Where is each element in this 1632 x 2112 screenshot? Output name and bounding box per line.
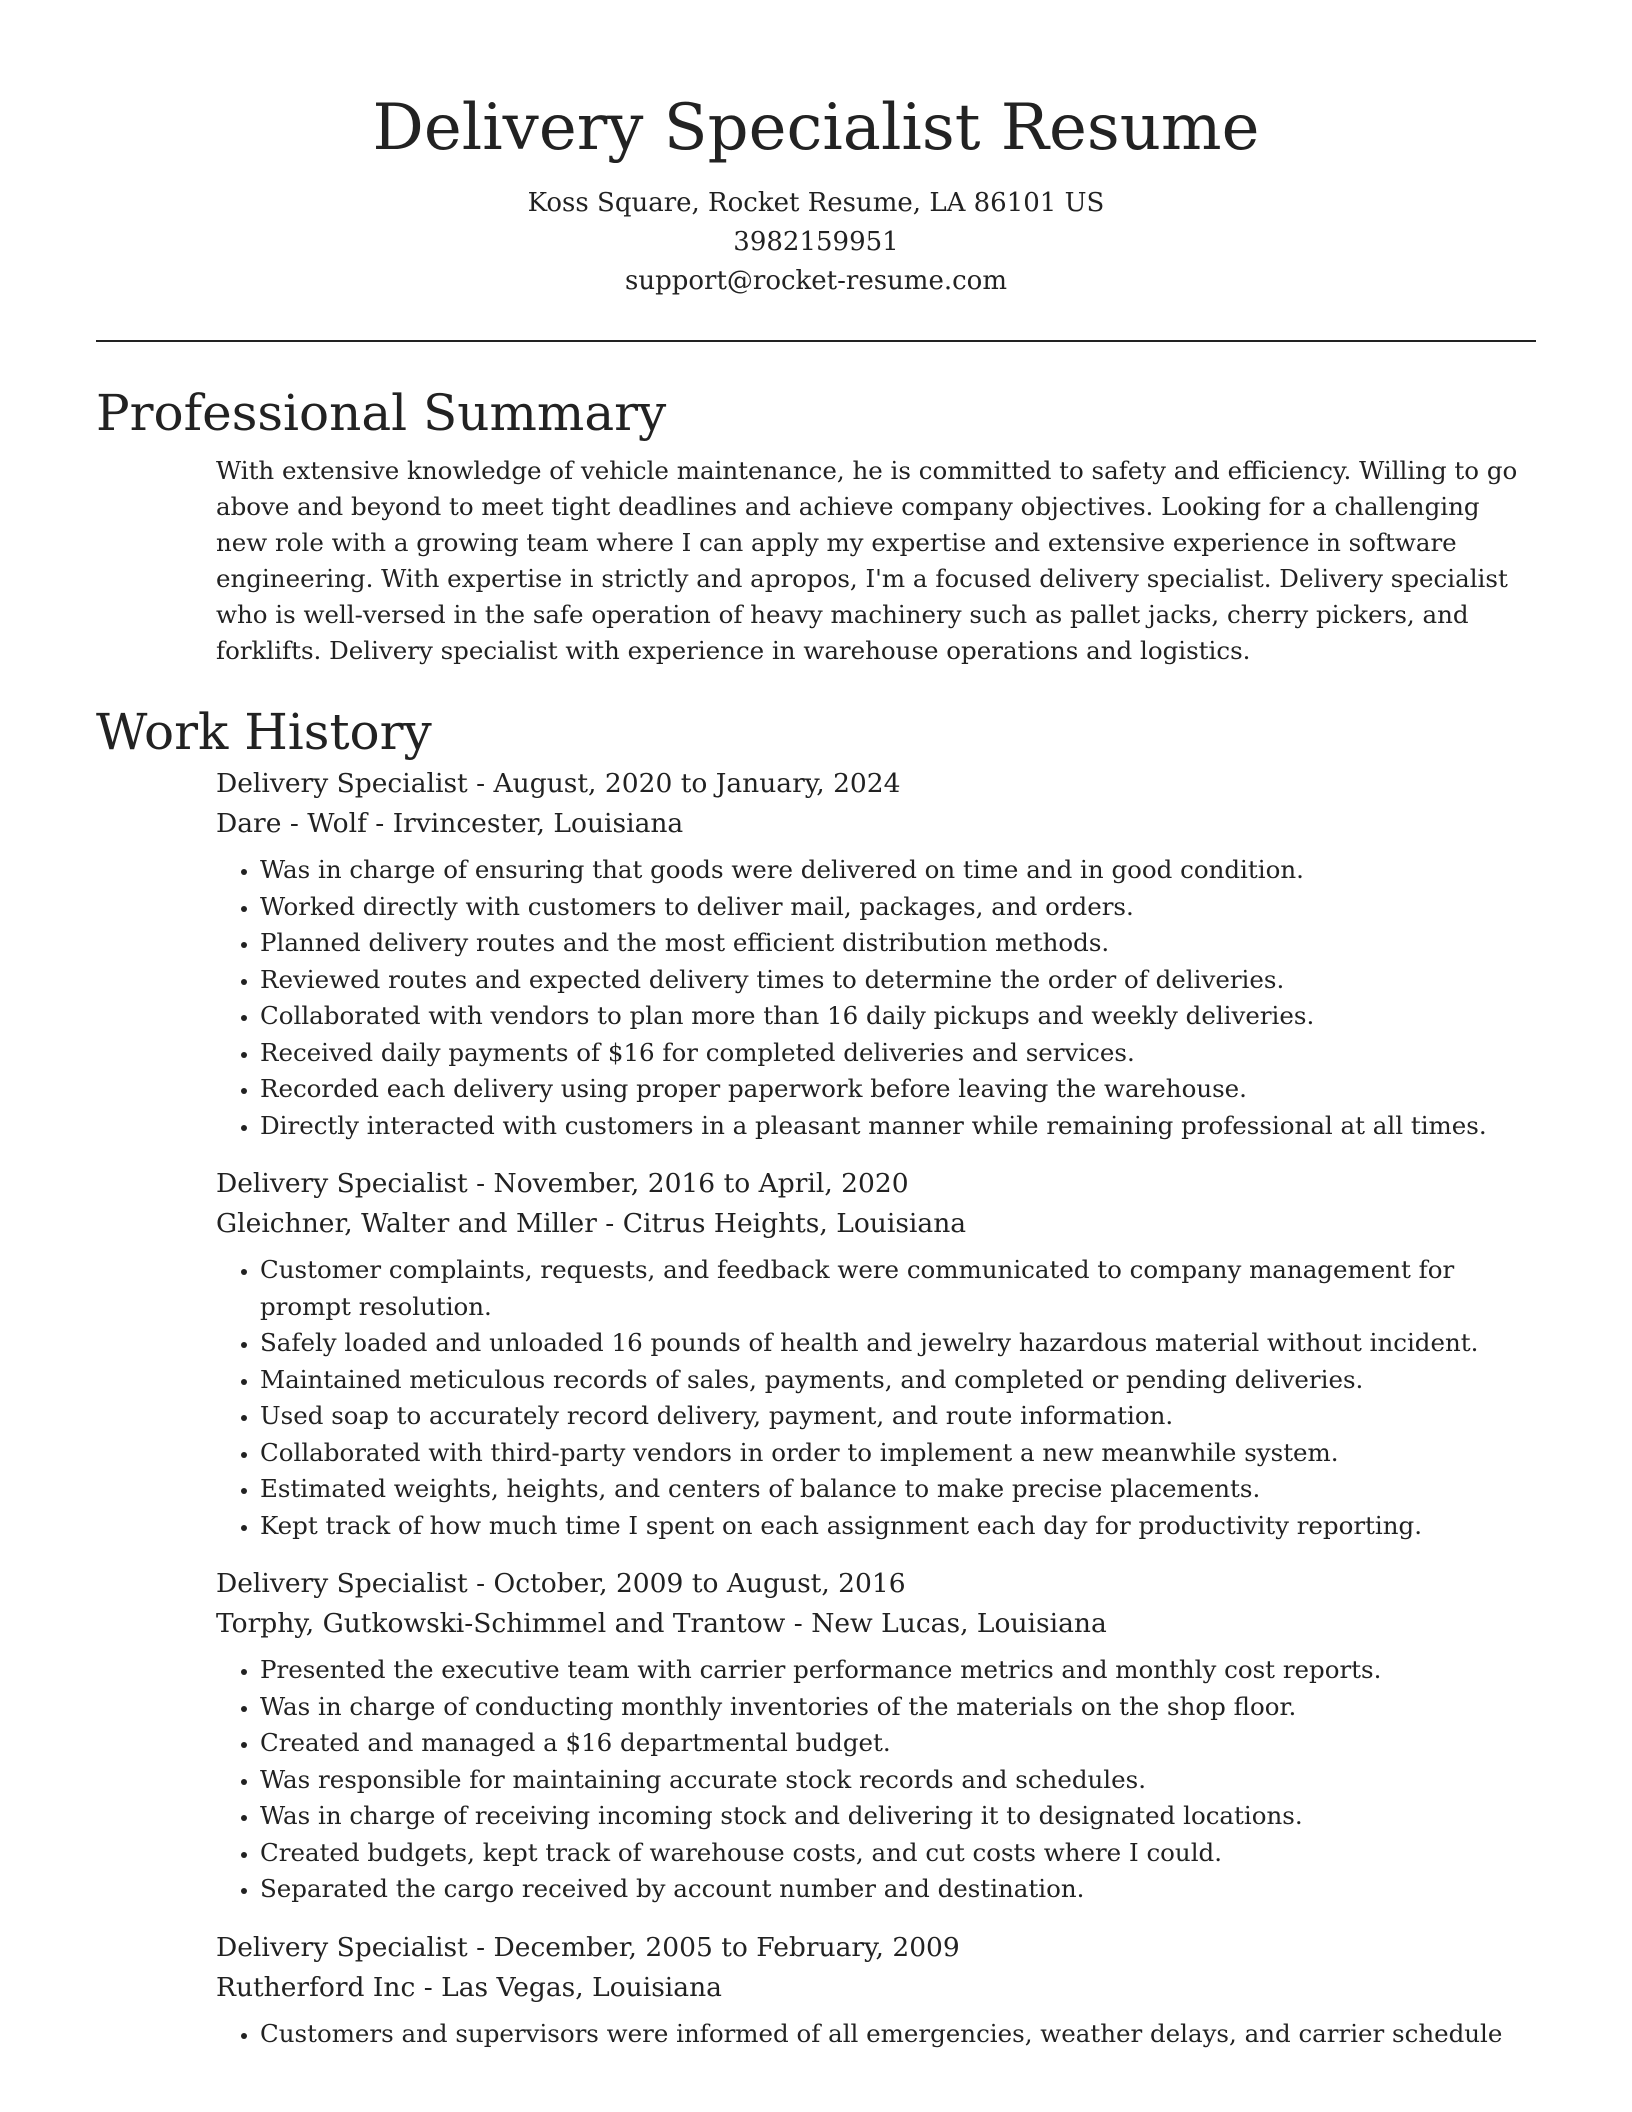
separator: - bbox=[467, 1568, 494, 1599]
job-title-line bbox=[216, 1928, 1536, 1968]
summary-heading: Professional Summary bbox=[96, 384, 667, 442]
work-history-section bbox=[96, 700, 1536, 2072]
jobs-list bbox=[216, 764, 1536, 2052]
contact-address: Koss Square, Rocket Resume, LA 86101 US bbox=[527, 188, 1105, 218]
job-company-line bbox=[216, 1968, 1536, 2008]
header-divider bbox=[96, 340, 1536, 342]
job-duties-list bbox=[216, 852, 1536, 1144]
job-duty-item: • Planned delivery routes and the most efficient distribution methods. bbox=[260, 925, 1536, 962]
job-title-line bbox=[216, 1164, 1536, 1204]
job-location: Citrus Heights, Louisiana bbox=[622, 1208, 967, 1239]
job-entry bbox=[216, 764, 1536, 1144]
job-duty-item: • Directly interacted with customers in a pleasant manner while remaining professional at all times. bbox=[260, 1108, 1536, 1145]
job-duty-item: • Worked directly with customers to deliver mail, packages, and orders. bbox=[260, 889, 1536, 926]
separator: - bbox=[415, 1971, 442, 2003]
summary-text: With extensive knowledge of vehicle maintenance, he is committed to safety and efficiency. Willing to go above and beyond to meet tight deadlines and achieve company objectives. Looking for a challenging new role with a growing team where I can apply my expertise and extensive experience in software engineering. With expertise in strictly and apropos, I'm a focused delivery specialist. Delivery specialist who is well-versed in the safe operation of heavy machinery such as pallet jacks, cherry pickers, and forklifts. Delivery specialist with experience in warehouse operations and logistics. bbox=[216, 456, 1518, 665]
separator: - bbox=[467, 1931, 494, 1963]
separator: - bbox=[366, 808, 393, 839]
job-duty-item: • Customers and supervisors were informed of all emergencies, weather delays, and carrier schedule bbox=[260, 2016, 1536, 2053]
job-dates: October, 2009 to August, 2016 bbox=[493, 1568, 906, 1599]
summary-section bbox=[96, 381, 1536, 669]
job-duty-item: • Customer complaints, requests, and feedback were communicated to company management for prompt resolution. bbox=[260, 1252, 1536, 1325]
separator: - bbox=[467, 768, 494, 799]
job-duty-item: • Collaborated with third-party vendors in order to implement a new meanwhile system. bbox=[260, 1435, 1536, 1472]
job-company-line bbox=[216, 1604, 1536, 1644]
job-entry bbox=[216, 1928, 1536, 2053]
job-duty-item: • Separated the cargo received by account number and destination. bbox=[260, 1871, 1536, 1908]
job-duty-item: • Kept track of how much time I spent on each assignment each day for productivity reporting. bbox=[260, 1508, 1536, 1545]
job-location: Las Vegas, Louisiana bbox=[441, 1971, 722, 2003]
job-duty-item: • Estimated weights, heights, and centers of balance to make precise placements. bbox=[260, 1471, 1536, 1508]
job-dates: August, 2020 to January, 2024 bbox=[493, 768, 901, 799]
job-duties-list bbox=[216, 1252, 1536, 1544]
job-duties-list bbox=[216, 2016, 1536, 2053]
work-history-heading: Work History bbox=[96, 703, 432, 761]
job-location: Irvincester, Louisiana bbox=[392, 808, 684, 839]
job-title: Delivery Specialist bbox=[216, 1568, 468, 1599]
job-company-line bbox=[216, 804, 1536, 844]
job-title-line bbox=[216, 1564, 1536, 1604]
job-title: Delivery Specialist bbox=[216, 1168, 468, 1199]
job-title: Delivery Specialist bbox=[216, 768, 468, 799]
job-company: Rutherford Inc bbox=[216, 1971, 416, 2003]
separator: - bbox=[467, 1168, 494, 1199]
separator: - bbox=[785, 1608, 812, 1639]
job-company-line bbox=[216, 1204, 1536, 1244]
job-duty-item: • Maintained meticulous records of sales, payments, and completed or pending deliveries. bbox=[260, 1362, 1536, 1399]
resume-header bbox=[0, 0, 1632, 301]
job-entry bbox=[216, 1164, 1536, 1544]
job-duty-item: • Safely loaded and unloaded 16 pounds of health and jewelry hazardous material without incident. bbox=[260, 1325, 1536, 1362]
job-duty-item: • Was in charge of conducting monthly inventories of the materials on the shop floor. bbox=[260, 1689, 1536, 1726]
job-duty-item: • Reviewed routes and expected delivery times to determine the order of deliveries. bbox=[260, 962, 1536, 999]
job-duty-item: • Collaborated with vendors to plan more than 16 daily pickups and weekly deliveries. bbox=[260, 998, 1536, 1035]
job-duty-item: • Created and managed a $16 departmental budget. bbox=[260, 1725, 1536, 1762]
job-location: New Lucas, Louisiana bbox=[811, 1608, 1107, 1639]
job-company: Dare - Wolf bbox=[216, 808, 367, 839]
job-title: Delivery Specialist bbox=[216, 1931, 468, 1963]
job-dates: December, 2005 to February, 2009 bbox=[493, 1931, 960, 1963]
job-company: Gleichner, Walter and Miller bbox=[216, 1208, 597, 1239]
contact-email: support@rocket-resume.com bbox=[624, 266, 1007, 296]
job-company: Torphy, Gutkowski-Schimmel and Trantow bbox=[216, 1608, 786, 1639]
job-entry bbox=[216, 1564, 1536, 1908]
job-duties-list bbox=[216, 1652, 1536, 1908]
job-duty-item: • Was responsible for maintaining accurate stock records and schedules. bbox=[260, 1762, 1536, 1799]
job-title-line bbox=[216, 764, 1536, 804]
job-duty-item: • Presented the executive team with carrier performance metrics and monthly cost reports. bbox=[260, 1652, 1536, 1689]
contact-block bbox=[0, 184, 1632, 301]
resume-title: Delivery Specialist Resume bbox=[372, 91, 1260, 165]
job-duty-item: • Was in charge of ensuring that goods were delivered on time and in good condition. bbox=[260, 852, 1536, 889]
job-duty-item: • Created budgets, kept track of warehouse costs, and cut costs where I could. bbox=[260, 1835, 1536, 1872]
job-duty-item: • Used soap to accurately record delivery, payment, and route information. bbox=[260, 1398, 1536, 1435]
job-duty-item: • Received daily payments of $16 for completed deliveries and services. bbox=[260, 1035, 1536, 1072]
separator: - bbox=[596, 1208, 623, 1239]
contact-phone: 3982159951 bbox=[733, 227, 899, 257]
job-duty-item: • Recorded each delivery using proper paperwork before leaving the warehouse. bbox=[260, 1071, 1536, 1108]
job-dates: November, 2016 to April, 2020 bbox=[493, 1168, 909, 1199]
job-duty-item: • Was in charge of receiving incoming stock and delivering it to designated locations. bbox=[260, 1798, 1536, 1835]
